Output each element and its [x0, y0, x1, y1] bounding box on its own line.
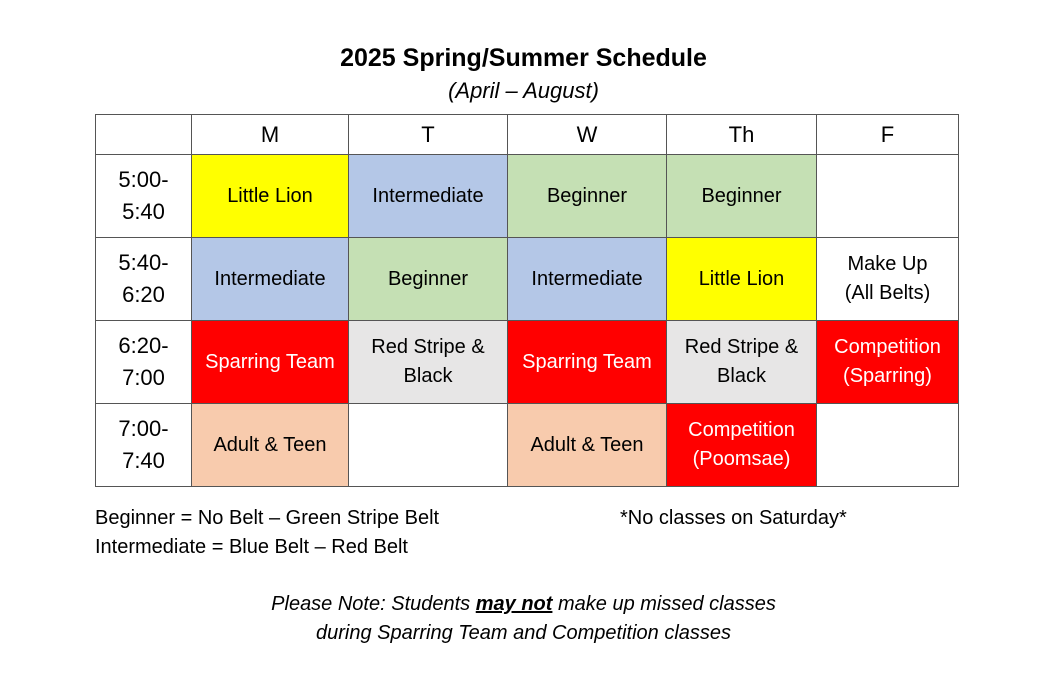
class-name: Black: [717, 365, 766, 387]
class-name: (Poomsae): [692, 448, 791, 470]
time-slot-row: [96, 238, 959, 321]
class-cell: [667, 155, 817, 238]
no-saturday-note: *No classes on Saturday*: [620, 507, 847, 529]
class-name: Little Lion: [698, 267, 785, 290]
time-slot-line: 7:00: [122, 365, 165, 390]
class-cell: [508, 404, 667, 487]
class-name: Sparring Team: [205, 350, 335, 373]
class-name: Adult & Teen: [530, 433, 644, 456]
makeup-note: [0, 590, 1047, 648]
class-cell: [508, 321, 667, 404]
time-slot-label: [96, 155, 192, 238]
class-cell: [349, 238, 508, 321]
class-cell: [667, 404, 817, 487]
note-suffix: make up missed classes: [552, 593, 776, 615]
time-slot-line: 6:20: [122, 282, 165, 307]
class-name: (All Belts): [844, 282, 931, 304]
day-header: F: [817, 115, 959, 155]
page-title: 2025 Spring/Summer Schedule: [340, 44, 707, 72]
day-header: Th: [667, 115, 817, 155]
class-cell: [817, 238, 959, 321]
class-cell: [817, 404, 959, 487]
class-cell: [667, 321, 817, 404]
class-name: Intermediate: [531, 267, 643, 290]
schedule-table: [95, 114, 959, 487]
time-slot-row: [96, 321, 959, 404]
time-slot-line: 6:20-: [118, 333, 169, 358]
class-cell: [349, 155, 508, 238]
class-name: Red Stripe &: [684, 336, 799, 358]
note-line-1: [0, 590, 1047, 619]
class-name: Intermediate: [214, 267, 326, 290]
class-name: Competition: [688, 419, 795, 441]
legend-intermediate: Intermediate = Blue Belt – Red Belt: [95, 536, 408, 558]
belt-legend: [95, 504, 439, 562]
class-name: Little Lion: [227, 184, 313, 207]
time-slot-row: [96, 404, 959, 487]
class-name: Black: [403, 365, 453, 387]
class-name: Competition: [834, 336, 941, 358]
note-prefix: Please Note: Students: [271, 593, 476, 615]
legend-beginner: Beginner = No Belt – Green Stripe Belt: [95, 507, 440, 529]
note-emphasis: may not: [475, 593, 553, 615]
class-name: Beginner: [387, 267, 469, 290]
time-slot-label: [96, 238, 192, 321]
day-header: T: [349, 115, 508, 155]
corner-cell: [96, 115, 192, 155]
time-slot-line: 5:40-: [118, 250, 169, 275]
time-slot-line: 5:40: [122, 199, 165, 224]
class-cell: [192, 321, 349, 404]
day-header: W: [508, 115, 667, 155]
class-name: Beginner: [546, 184, 628, 207]
class-cell: [508, 238, 667, 321]
class-name: (Sparring): [843, 365, 932, 387]
class-cell: [349, 404, 508, 487]
day-header-row: [96, 115, 959, 155]
class-cell: [349, 321, 508, 404]
page-subtitle: (April – August): [448, 78, 599, 103]
time-slot-label: [96, 321, 192, 404]
time-slot-line: 7:00-: [118, 416, 169, 441]
class-cell: [817, 155, 959, 238]
class-cell: [192, 404, 349, 487]
class-name: Sparring Team: [522, 350, 652, 373]
class-cell: [667, 238, 817, 321]
note-line-2: during Sparring Team and Competition classes: [315, 622, 732, 644]
class-name: Red Stripe &: [371, 336, 485, 358]
class-name: Make Up: [847, 253, 928, 275]
time-slot-label: [96, 404, 192, 487]
class-name: Intermediate: [372, 184, 484, 207]
time-slot-row: [96, 155, 959, 238]
day-header: M: [192, 115, 349, 155]
time-slot-line: 5:00-: [118, 167, 169, 192]
class-cell: [508, 155, 667, 238]
time-slot-line: 7:40: [122, 448, 165, 473]
class-cell: [192, 155, 349, 238]
class-name: Beginner: [701, 184, 782, 207]
class-name: Adult & Teen: [213, 433, 327, 456]
class-cell: [817, 321, 959, 404]
class-cell: [192, 238, 349, 321]
